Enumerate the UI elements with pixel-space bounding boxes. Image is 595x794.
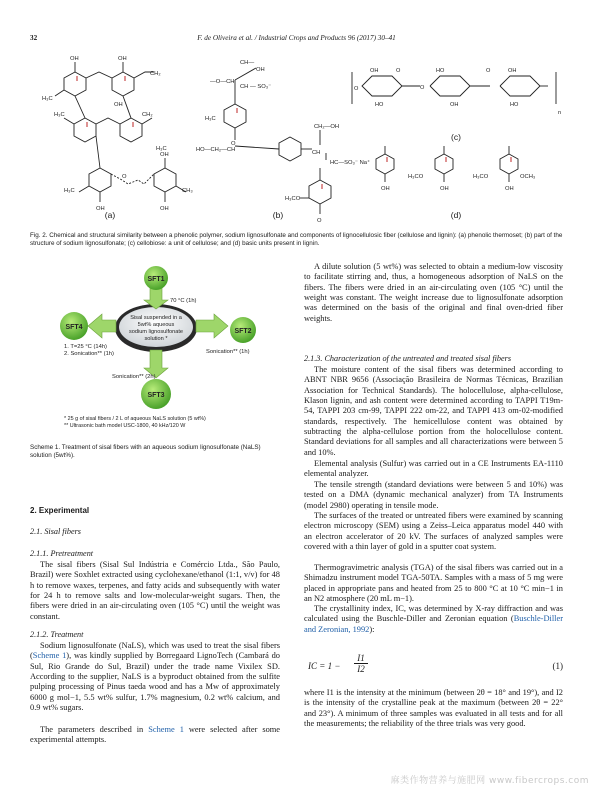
svg-text:CH₃: CH₃ [182,188,193,194]
svg-text:O: O [354,86,359,92]
svg-text:H₃C: H₃C [156,146,167,152]
running-header [30,34,563,46]
figure-caption: Fig. 2. Chemical and structural similarity between a phenolic polymer, sodium lignosulfonate and components of lignocellulosic fiber (cellulose and lignin): (a) phenolic thermoset; (b) part of the structure of sodium lignosulfonate; (c) cellobiose: a unit of cellulose; and (d) basic units present in lignin. [30,232,563,248]
svg-text:OH: OH [256,67,265,73]
svg-text:OH: OH [381,186,390,192]
solution-paragraph: A dilute solution (5 wt%) was selected to obtain a medium-low viscosity to facilitate stirring and, thus, a homogeneous adsorption of NaLS on the fibers. The fibers were dried in an air-circulating oven (105 °C) until the weight was constant. The weight increase due to lignosulfonate adsorption was determined on the basis of the original and final oven-dried fiber weights. [304,262,563,323]
svg-text:n: n [558,110,562,116]
sft1-label: SFT1 [147,276,165,283]
sft3-label: SFT3 [147,392,165,399]
svg-text:HC—SO₃⁻ Na⁺: HC—SO₃⁻ Na⁺ [330,160,371,166]
center-line-1: Sisal suspended in a [130,315,182,321]
svg-text:CH₂: CH₂ [142,112,153,118]
svg-text:OH: OH [160,152,169,158]
composition-paragraph: The moisture content of the sisal fibers was determined according to ABNT NBR 9656 (Associação Brasileira de Normas Técnicas, Brazilian Association for Technical Standards). The holocellulose, alpha-cellulose, Klason lignin, and ash content were determined according to TAPPI T19m-54, TAPPI 203 cm-99, TAPPI 222 om-22, and TAPPI 413 om-02-modified standards, respectively. The hemicellulose content was obtained by subtracting the alpha-cellulose portion from the holocellulose content. Standard deviations for all samples and all characterizations were between 5 and 10%. [304,365,563,457]
equation-number: (1) [552,661,563,671]
svg-text:HO—CH₂—CH: HO—CH₂—CH [196,147,236,153]
center-line-2: 5wt% aqueous [137,322,175,328]
label-b: (b) [272,210,284,220]
svg-text:OH: OH [96,206,105,212]
svg-text:CH—: CH— [240,60,255,66]
svg-text:OH: OH [118,56,127,62]
svg-text:H₃CO: H₃CO [473,174,489,180]
sft2-label: SFT2 [234,328,252,335]
cond-left-2: 2. Sonication** (1h) [64,351,114,357]
svg-text:H₃C: H₃C [64,188,75,194]
svg-text:O: O [486,68,491,74]
cond-bottom: Sonication** (2h) [112,374,156,380]
svg-text:CH: CH [312,150,321,156]
svg-text:H₃CO: H₃CO [285,196,301,202]
cond-right: Sonication** (1h) [206,349,250,355]
svg-text:OH: OH [505,186,514,192]
svg-text:OH: OH [160,206,169,212]
svg-text:H₃C: H₃C [205,116,216,122]
center-line-4: solution * [144,336,168,342]
svg-text:OH: OH [114,102,123,108]
elemental-paragraph: Elemental analysis (Sulfur) was carried out in a CE Instruments EA-1110 elemental analyzer. [304,459,563,479]
equation-1 [304,653,563,679]
journal-citation: F. de Oliveira et al. / Industrial Crops and Products 96 (2017) 30–41 [197,34,396,42]
chemical-structures-figure [30,50,563,228]
scheme-caption: Scheme 1. Treatment of sisal fibers with an aqueous sodium lignosulfonate (NaLS) solution (5wt%). [30,444,261,460]
equation-lhs: IC = 1 − [308,661,341,671]
page-number: 32 [30,34,38,42]
cond-top: 70 °C (1h) [170,298,197,304]
tensile-paragraph: The tensile strength (standard deviations were between 5 and 10%) was tested on a DMA (dynamic mechanical analyzer) from TA Instruments (model 2980) operating in tensile mode. [304,480,563,510]
svg-text:H₃C: H₃C [42,96,53,102]
svg-text:HO: HO [375,102,384,108]
equation-fraction: $\frac{I1}{I2}$ [354,653,368,674]
scheme-note-2: ** Ultrasonic bath model USC-1800, 40 kHz/120 W [64,423,186,429]
sem-paragraph: The surfaces of the treated or untreated fibers were examined by scanning electron microscopy (SEM) using a Zeiss–Leica apparatus model 440 with an electron accelerator of 20 kV. The surfaces of analyzed samples were covered with a thin layer of gold in a sputter coat system. [304,511,563,552]
tga-paragraph: Thermogravimetric analysis (TGA) of the sisal fibers was carried out in a Shimadzu instrument model TGA-50TA. Samples with a mass of 5 mg were placed in appropriate pans and heated from 25 to 800 °C at 10 °C min−1 in an N2 atmosphere (20 mL m−1). [304,563,563,604]
svg-text:OH: OH [70,56,79,62]
subsection-treatment: 2.1.2. Treatment [30,630,84,639]
scheme-ref-link[interactable]: Scheme 1 [32,651,67,661]
treatment-paragraph: Sodium lignosulfonate (NaLS), which was used to treat the sisal fibers (Scheme 1), was kindly supplied by Borregaard LignoTech (Cambará do Sul, Rio Grande do Sul, Brazil) under the trade name Vixilex SD. According to the supplier, NaLS is a byproduct obtained from the sulfite pulping processing of Pinus taeda wood and has a Mw of approximately 6000 g mol−1, 5.5 wt% sulfur, 1.7% magnesium, 0.2 wt% calcium, and 0.9 wt% sugars. [30,641,280,713]
svg-text:—O—CH: —O—CH [210,79,235,85]
svg-text:O: O [396,68,401,74]
svg-text:OH: OH [508,68,517,74]
citation-link[interactable]: Buschle-Diller and Zeronian, 1992 [304,614,563,634]
treatment-scheme [30,262,280,440]
svg-text:OH: OH [450,102,459,108]
subsection-pretreatment: 2.1.1. Pretreatment [30,549,94,558]
svg-text:CH — SO₃⁻: CH — SO₃⁻ [240,84,272,90]
svg-text:HO: HO [510,102,519,108]
svg-text:O: O [420,85,425,91]
svg-text:CH₂: CH₂ [150,71,161,77]
svg-text:O: O [122,174,127,180]
svg-text:H₃CO: H₃CO [408,174,424,180]
label-a: (a) [104,210,116,220]
svg-text:CH₂—OH: CH₂—OH [314,124,340,130]
svg-text:HO: HO [436,68,445,74]
pretreatment-paragraph: The sisal fibers (Sisal Sul Indústria e Comércio Ltda., São Paulo, Brazil) were Soxhlet extracted using cyclohexane/ethanol (1:1, v/v) for 48 h to remove waxes, terpenes, and fatty acids and subsequently with water for 24 h to remove salts and low-molecular-weight sugars. Then, the fibers were dried in an air-circulating oven (105 °C) until the weight was constant. [30,560,280,621]
scheme-ref-link-2[interactable]: Scheme 1 [148,725,184,734]
svg-text:O: O [317,218,322,224]
svg-text:O: O [231,141,236,147]
sft4-label: SFT4 [65,324,83,331]
svg-text:OCH₃: OCH₃ [520,174,536,180]
svg-text:OH: OH [370,68,379,74]
crystallinity-paragraph: The crystallinity index, IC, was determined by X-ray diffraction and was calculated using the Buschle-Diller and Zeronian equation (Buschle-Diller and Zeronian, 1992): [304,604,563,634]
cond-left-1: 1. T=25 °C (14h) [64,344,107,350]
svg-text:H₃C: H₃C [54,112,65,118]
subsection-characterization: 2.1.3. Characterization of the untreated and treated sisal fibers [304,354,512,363]
intensity-paragraph: where I1 is the intensity at the minimum (between 2θ = 18° and 19°), and I2 is the intensity of the crystalline peak at the maximum (between 2θ = 22° and 23°). A minimum of three samples was evaluated in all tests and for all the measurements; the reliability of the three trials was very good. [304,688,563,729]
parameters-paragraph: The parameters described in Scheme 1 were selected after some experimental attempts. [30,725,281,745]
scheme-note-1: * 25 g of sisal fibers / 2 L of aqueous NaLS solution (5 wt%) [64,416,206,422]
subsection-sisal-fibers: 2.1. Sisal fibers [30,527,81,536]
svg-text:OH: OH [440,186,449,192]
label-c: (c) [451,132,461,142]
label-d: (d) [450,210,462,220]
section-experimental: 2. Experimental [30,506,90,515]
center-line-3: sodium lignosulfonate [128,329,184,335]
watermark: 麻类作物营养与施肥网 www.fibercrops.com [390,776,589,786]
